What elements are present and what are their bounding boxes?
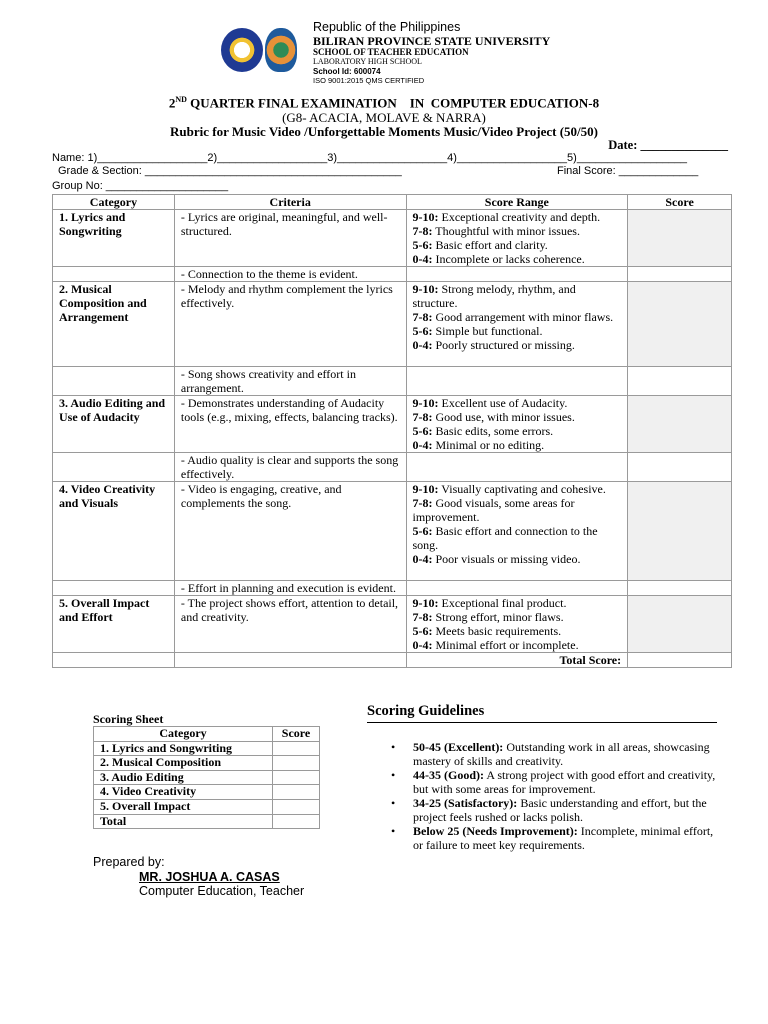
score-range-cell: 9-10: Visually captivating and cohesive. 7-8: Good visuals, some areas for improvement. 5-6: Basic effort and connection to the song. 0-4: Poor visuals or missing video.: [406, 482, 628, 581]
score-range-cell: 9-10: Exceptional creativity and depth. 7-8: Thoughtful with minor issues. 5-6: Basic effort and clarity. 0-4: Incomplete or lacks coherence.: [406, 210, 628, 267]
teacher-role: Computer Education, Teacher: [139, 884, 305, 898]
table-row: [94, 785, 320, 800]
score-range-cell: 9-10: Excellent use of Audacity. 7-8: Good use, with minor issues. 5-6: Basic edits, some errors. 0-4: Minimal or no editing.: [406, 396, 628, 453]
criteria-cell: - Demonstrates understanding of Audacity tools (e.g., mixing, effects, balancing tracks).: [174, 396, 406, 453]
sheet-score-input[interactable]: [273, 799, 320, 814]
university-seal-icon: [221, 28, 263, 72]
group-no-field[interactable]: Group No: ____________________: [52, 180, 229, 192]
sheet-header-category: Category: [94, 727, 273, 742]
header-school-id: School Id: 600074: [313, 67, 381, 76]
sheet-category-cell: 5. Overall Impact: [94, 799, 273, 814]
category-cell: 4. Video Creativity and Visuals: [53, 482, 175, 581]
header-criteria: Criteria: [174, 195, 406, 210]
exam-sections: (G8- ACACIA, MOLAVE & NARRA): [282, 110, 486, 125]
list-item: • 34-25 (Satisfactory): Basic understanding and effort, but the project feels rushed or lacks polish.: [391, 796, 716, 824]
exam-title: 2ND QUARTER FINAL EXAMINATION IN COMPUTER EDUCATION-8: [168, 95, 600, 111]
criteria-cell: - The project shows effort, attention to detail, and creativity.: [174, 596, 406, 653]
header-category: Category: [53, 195, 175, 210]
list-item: • 50-45 (Excellent): Outstanding work in all areas, showcasing mastery of skills and creativity.: [391, 740, 716, 768]
table-row: [53, 282, 732, 367]
header-score: Score: [628, 195, 732, 210]
header-university: BILIRAN PROVINCE STATE UNIVERSITY: [313, 34, 551, 48]
table-row: [94, 741, 320, 756]
category-cell: 1. Lyrics and Songwriting: [53, 210, 175, 267]
sheet-category-cell: 2. Musical Composition: [94, 756, 273, 771]
grade-section-field[interactable]: Grade & Section: __________________________________________: [58, 165, 402, 177]
score-range-cell: 9-10: Strong melody, rhythm, and structure. 7-8: Good arrangement with minor flaws. 5-6: Simple but functional. 0-4: Poorly structured or missing.: [406, 282, 628, 367]
rubric-title: Rubric for Music Video /Unforgettable Moments Music/Video Project (50/50): [170, 124, 598, 139]
sheet-score-input[interactable]: [273, 785, 320, 800]
criteria-cell: - Video is engaging, creative, and complements the song.: [174, 482, 406, 581]
score-input[interactable]: [628, 482, 732, 581]
lab-school-seal-icon: [265, 28, 297, 72]
sheet-score-input[interactable]: [273, 770, 320, 785]
table-row: [94, 756, 320, 771]
scoring-sheet-label: Scoring Sheet: [93, 712, 164, 726]
sheet-score-input[interactable]: [273, 741, 320, 756]
criteria-cell: - Melody and rhythm complement the lyrics effectively.: [174, 282, 406, 367]
table-row: [53, 596, 732, 653]
guidelines-title: Scoring Guidelines: [367, 703, 717, 723]
score-input[interactable]: [628, 596, 732, 653]
sheet-category-cell: 3. Audio Editing: [94, 770, 273, 785]
score-input[interactable]: [628, 282, 732, 367]
list-item: • 44-35 (Good): A strong project with good effort and creativity, but with some areas for improvement.: [391, 768, 716, 796]
table-row: [53, 210, 732, 267]
scoring-sheet-table: [93, 726, 320, 829]
rubric-header-row: [53, 195, 732, 210]
teacher-name: MR. JOSHUA A. CASAS: [139, 870, 280, 884]
sheet-category-cell: 4. Video Creativity: [94, 785, 273, 800]
table-row: [53, 267, 732, 282]
header-lab: LABORATORY HIGH SCHOOL: [313, 57, 422, 66]
table-row: [53, 396, 732, 453]
total-score-input[interactable]: [628, 653, 732, 668]
sheet-score-input[interactable]: [273, 756, 320, 771]
category-cell: 5. Overall Impact and Effort: [53, 596, 175, 653]
table-row: [94, 814, 320, 829]
table-row: [94, 799, 320, 814]
prepared-by-label: Prepared by:: [93, 855, 165, 869]
category-cell: 3. Audio Editing and Use of Audacity: [53, 396, 175, 453]
date-field[interactable]: Date: ______________: [608, 138, 728, 152]
criteria-cell: - Connection to the theme is evident.: [174, 267, 406, 282]
sheet-header-row: [94, 727, 320, 742]
total-score-label: Total Score:: [406, 653, 628, 668]
sheet-category-cell: 1. Lyrics and Songwriting: [94, 741, 273, 756]
header-score-range: Score Range: [406, 195, 628, 210]
table-row: [94, 770, 320, 785]
rubric-table: [52, 194, 732, 668]
header-republic: Republic of the Philippines: [313, 20, 461, 34]
table-row: [53, 453, 732, 482]
score-input[interactable]: [628, 396, 732, 453]
criteria-cell: - Effort in planning and execution is evident.: [174, 581, 406, 596]
final-score-field[interactable]: Final Score: _____________: [557, 165, 699, 177]
header-iso: ISO 9001:2015 QMS CERTIFIED: [313, 76, 425, 85]
table-row: [53, 367, 732, 396]
names-field[interactable]: Name: 1)__________________2)__________________3)__________________4)__________________5)__________________: [52, 152, 687, 164]
total-row: [53, 653, 732, 668]
list-item: • Below 25 (Needs Improvement): Incomplete, minimal effort, or failure to meet key requirements.: [391, 824, 716, 852]
criteria-cell: - Lyrics are original, meaningful, and well-structured.: [174, 210, 406, 267]
guidelines-list: [391, 740, 716, 852]
score-input[interactable]: [628, 210, 732, 267]
criteria-cell: - Audio quality is clear and supports the song effectively.: [174, 453, 406, 482]
header-school: SCHOOL OF TEACHER EDUCATION: [313, 47, 469, 57]
score-range-cell: 9-10: Exceptional final product. 7-8: Strong effort, minor flaws. 5-6: Meets basic requirements. 0-4: Minimal effort or incomplete.: [406, 596, 628, 653]
table-row: [53, 581, 732, 596]
table-row: [53, 482, 732, 581]
sheet-header-score: Score: [273, 727, 320, 742]
sheet-category-cell: Total: [94, 814, 273, 829]
criteria-cell: - Song shows creativity and effort in arrangement.: [174, 367, 406, 396]
category-cell: 2. Musical Composition and Arrangement: [53, 282, 175, 367]
sheet-score-input[interactable]: [273, 814, 320, 829]
